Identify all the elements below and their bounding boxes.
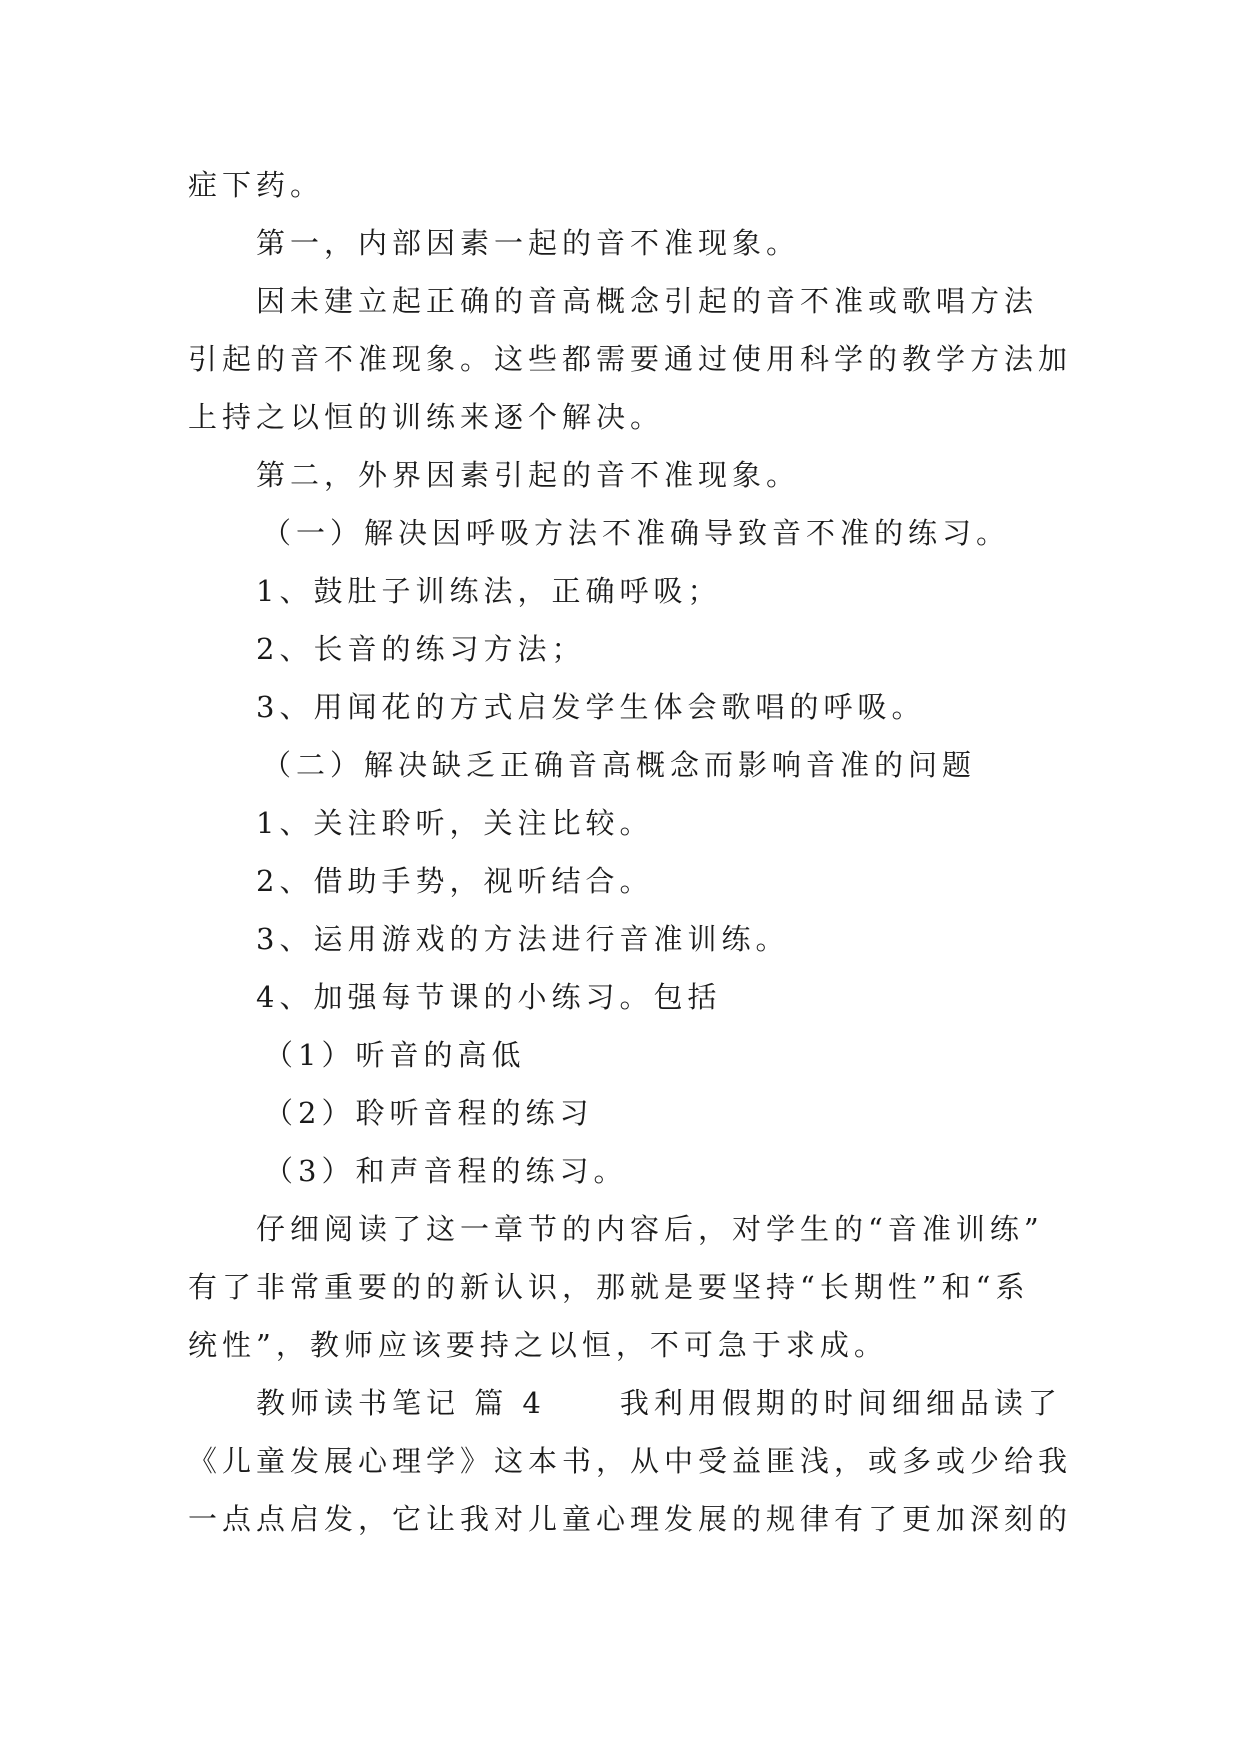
text-line: 有了非常重要的的新认识，那就是要坚持“长期性”和“系 [188,1270,1030,1304]
sub-list-item: （3）和声音程的练习。 [264,1154,628,1188]
list-item: 4、加强每节课的小练习。包括 [256,980,722,1014]
paragraph-heading: 第一，内部因素一起的音不准现象。 [256,226,801,260]
text-line: 引起的音不准现象。这些都需要通过使用科学的教学方法加 [188,342,1073,376]
section-heading: （一）解决因呼吸方法不准确导致音不准的练习。 [262,516,1011,550]
text-line: 统性”，教师应该要持之以恒，不可急于求成。 [188,1328,888,1362]
text-line: 我利用假期的时间细细品读了 [619,1386,1062,1420]
text-line: 《儿童发展心理学》这本书，从中受益匪浅，或多或少给我 [188,1444,1073,1478]
paragraph-heading: 第二，外界因素引起的音不准现象。 [256,458,801,492]
article-heading: 教师读书笔记 篇 4 [256,1386,546,1420]
list-item: 3、用闻花的方式启发学生体会歌唱的呼吸。 [256,690,926,724]
section-heading: （二）解决缺乏正确音高概念而影响音准的问题 [262,748,977,782]
text-line: 一点点启发，它让我对儿童心理发展的规律有了更加深刻的 [188,1502,1073,1536]
text-line: 因未建立起正确的音高概念引起的音不准或歌唱方法 [256,284,1039,318]
list-item: 2、借助手势，视听结合。 [256,864,654,898]
sub-list-item: （1）听音的高低 [264,1038,526,1072]
sub-list-item: （2）聆听音程的练习 [264,1096,594,1130]
text-line: 仔细阅读了这一章节的内容后，对学生的“音准训练” [256,1212,1044,1246]
list-item: 1、关注聆听，关注比较。 [256,806,654,840]
list-item: 3、运用游戏的方法进行音准训练。 [256,922,790,956]
list-item: 2、长音的练习方法； [256,632,586,666]
list-item: 1、鼓肚子训练法，正确呼吸； [256,574,722,608]
text-line: 症下药。 [188,168,325,202]
text-line: 上持之以恒的训练来逐个解决。 [188,400,665,434]
article-heading-line [256,1378,1062,1428]
